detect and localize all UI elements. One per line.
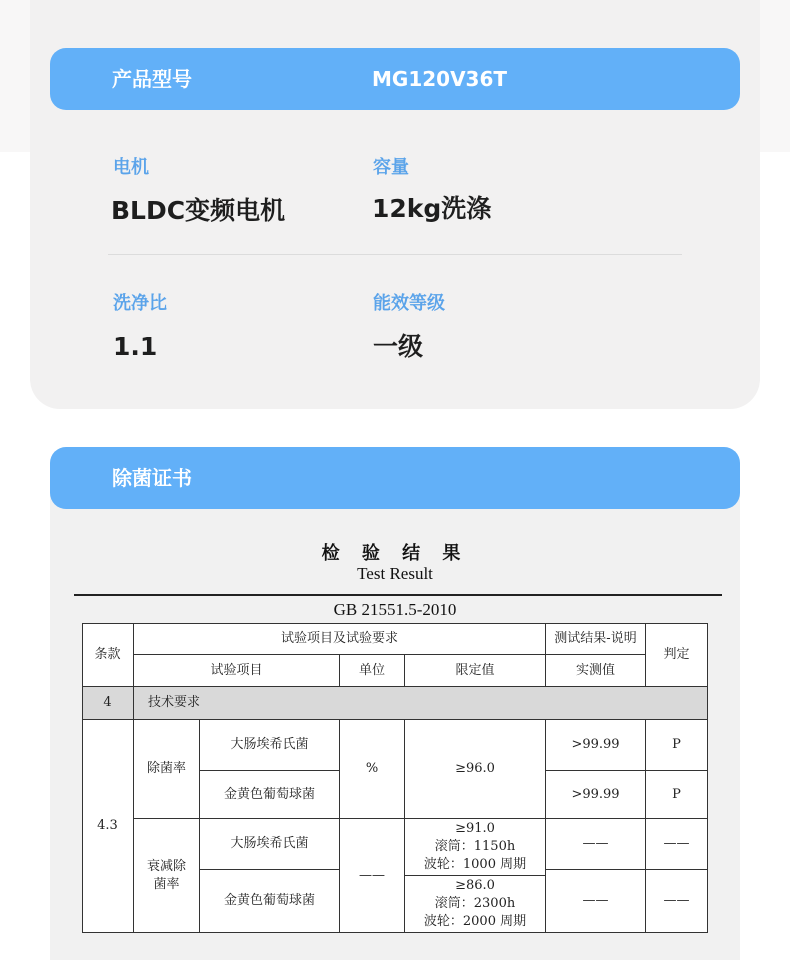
header-test-item: 试验项目 bbox=[134, 655, 340, 687]
certificate-document bbox=[50, 509, 740, 960]
wash-ratio-label: 洗净比 bbox=[113, 293, 167, 314]
decay-unit: —— bbox=[340, 819, 405, 933]
sterilization-unit: % bbox=[340, 720, 405, 819]
motor-value: BLDC变频电机 bbox=[111, 196, 286, 225]
header-unit: 单位 bbox=[340, 655, 405, 687]
decay-limit-2-drum: 滚筒：2300h bbox=[434, 896, 516, 911]
sterilization-verdict-2: P bbox=[646, 771, 708, 819]
sterilization-limit: ≥96.0 bbox=[405, 720, 546, 819]
certificate-header-bar bbox=[50, 447, 740, 509]
sterilization-item-2: 金黄色葡萄球菌 bbox=[200, 771, 340, 819]
sterilization-item-1: 大肠埃希氏菌 bbox=[200, 720, 340, 771]
decay-limit-2-value: ≥86.0 bbox=[455, 878, 495, 893]
decay-limit-1-drum: 滚筒：1150h bbox=[434, 839, 516, 854]
model-header-bar bbox=[50, 48, 740, 110]
result-table bbox=[82, 623, 708, 933]
cert-title-cn: 检 验 结 果 bbox=[321, 543, 469, 564]
decay-measured-2: —— bbox=[546, 870, 646, 933]
section-label: 技术要求 bbox=[134, 687, 708, 720]
capacity-label: 容量 bbox=[373, 157, 409, 178]
certificate-section-title: 除菌证书 bbox=[112, 466, 192, 490]
wash-ratio-value: 1.1 bbox=[113, 332, 158, 361]
energy-label: 能效等级 bbox=[373, 293, 445, 314]
clause-4-3: 4.3 bbox=[82, 720, 134, 933]
cert-rule bbox=[74, 594, 722, 596]
decay-label-line2: 菌率 bbox=[153, 876, 180, 892]
section-clause: 4 bbox=[82, 687, 134, 720]
header-test-items-group: 试验项目及试验要求 bbox=[134, 623, 546, 655]
header-clause: 条款 bbox=[82, 623, 134, 687]
sterilization-measured-1: >99.99 bbox=[546, 720, 646, 771]
sterilization-label: 除菌率 bbox=[134, 720, 200, 819]
energy-value: 一级 bbox=[373, 332, 424, 361]
decay-limit-1-pulsator: 波轮：1000 周期 bbox=[423, 857, 527, 872]
cert-standard: GB 21551.5-2010 bbox=[333, 600, 457, 619]
decay-limit-2-pulsator: 波轮：2000 周期 bbox=[423, 914, 527, 929]
decay-label-line1: 衰减除 bbox=[146, 858, 186, 874]
cert-title-en: Test Result bbox=[357, 564, 433, 583]
decay-limit-2 bbox=[405, 876, 546, 933]
decay-label bbox=[134, 819, 200, 933]
sterilization-measured-2: >99.99 bbox=[546, 771, 646, 819]
capacity-value: 12kg洗涤 bbox=[372, 194, 492, 223]
decay-limit-1 bbox=[405, 819, 546, 876]
header-limit: 限定值 bbox=[405, 655, 546, 687]
decay-verdict-2: —— bbox=[646, 870, 708, 933]
decay-item-2: 金黄色葡萄球菌 bbox=[200, 870, 340, 933]
spec-divider bbox=[108, 254, 682, 255]
decay-verdict-1: —— bbox=[646, 819, 708, 870]
motor-label: 电机 bbox=[113, 157, 149, 178]
model-label: 产品型号 bbox=[112, 67, 192, 91]
model-value: MG120V36T bbox=[372, 67, 508, 91]
header-result-group: 测试结果-说明 bbox=[546, 623, 646, 655]
decay-measured-1: —— bbox=[546, 819, 646, 870]
header-measured: 实测值 bbox=[546, 655, 646, 687]
sterilization-verdict-1: P bbox=[646, 720, 708, 771]
decay-limit-1-value: ≥91.0 bbox=[455, 821, 495, 836]
header-verdict: 判定 bbox=[646, 623, 708, 687]
decay-item-1: 大肠埃希氏菌 bbox=[200, 819, 340, 870]
